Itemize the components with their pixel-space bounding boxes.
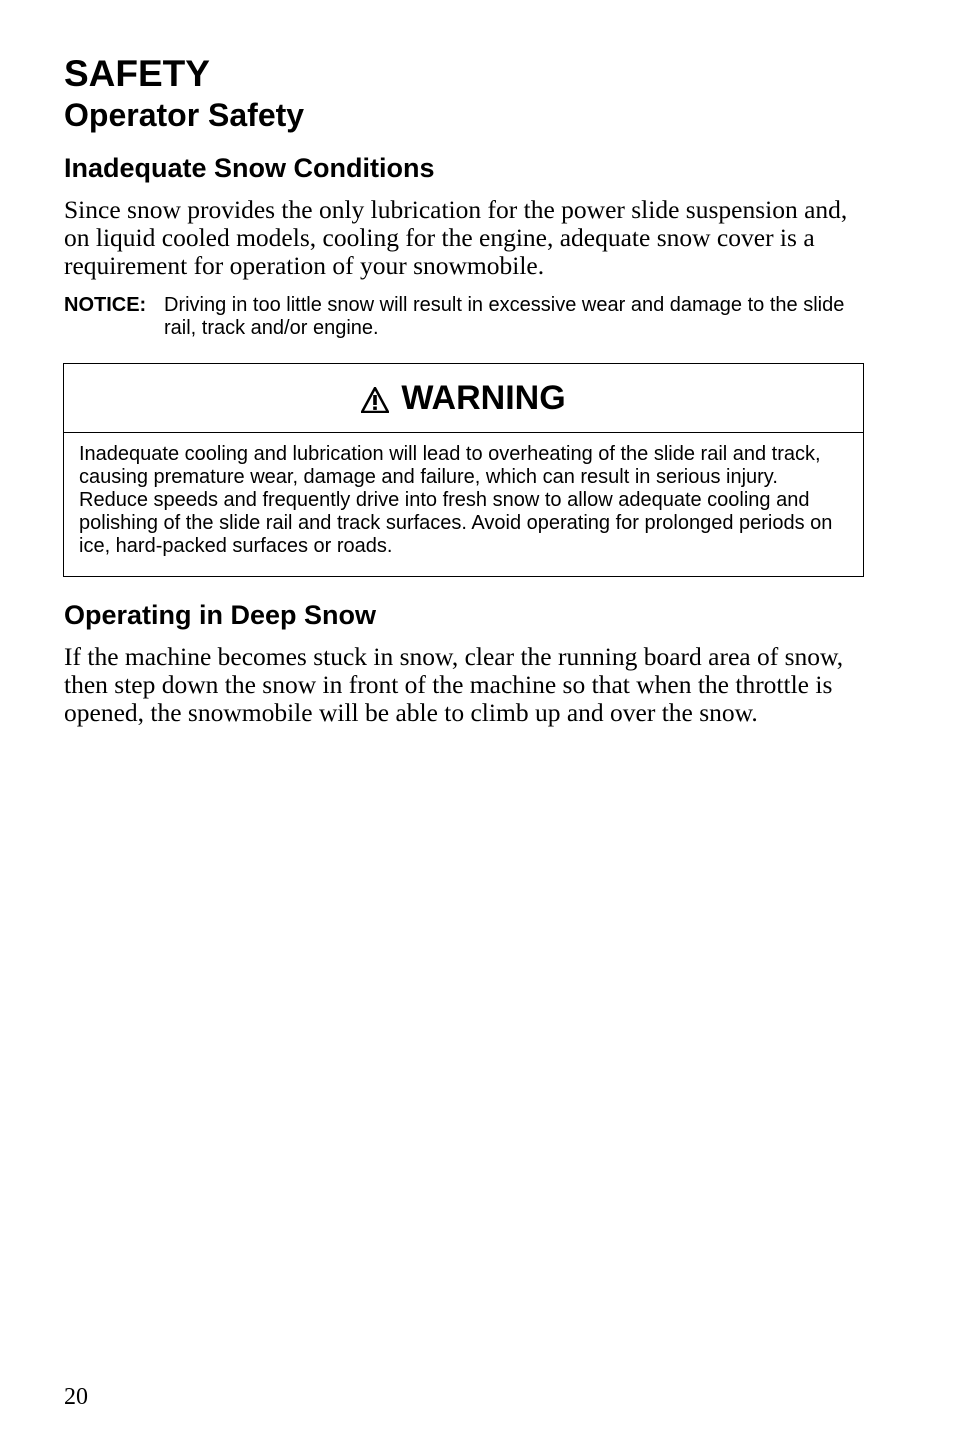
notice xyxy=(64,294,864,340)
warning-header xyxy=(64,364,863,433)
section-title: SAFETY xyxy=(64,53,210,94)
page-number: 20 xyxy=(64,1384,88,1410)
page-subtitle: Operator Safety xyxy=(64,97,305,133)
inadequate-snow-heading: Inadequate Snow Conditions xyxy=(64,153,435,183)
warning-box xyxy=(63,363,864,577)
notice-text: Driving in too little snow will result in excessive wear and damage to the slide rail, track and/or engine. xyxy=(164,294,845,339)
warning-text: Inadequate cooling and lubrication will lead to overheating of the slide rail and track, causing premature wear, damage and failure, which can result in serious injury. Reduce speeds and frequently drive into fresh snow to allow adequate cooling and polishing of the slide rail and track surfaces. Avoid operating for prolonged periods on ice, hard-packed surfaces or roads. xyxy=(79,443,833,557)
deep-snow-paragraph: If the machine becomes stuck in snow, clear the running board area of snow, then step down the snow in front of the machine so that when the throttle is opened, the snowmobile will be able to climb up and over the snow. xyxy=(64,642,844,727)
warning-triangle-icon xyxy=(361,387,389,413)
notice-label: NOTICE: xyxy=(64,294,147,316)
inadequate-snow-paragraph: Since snow provides the only lubrication for the power slide suspension and, on liquid cooled models, cooling for the engine, adequate snow cover is a requirement for operation of your snowmobile. xyxy=(64,195,848,280)
warning-title: WARNING xyxy=(401,378,566,417)
deep-snow-heading: Operating in Deep Snow xyxy=(64,600,377,630)
